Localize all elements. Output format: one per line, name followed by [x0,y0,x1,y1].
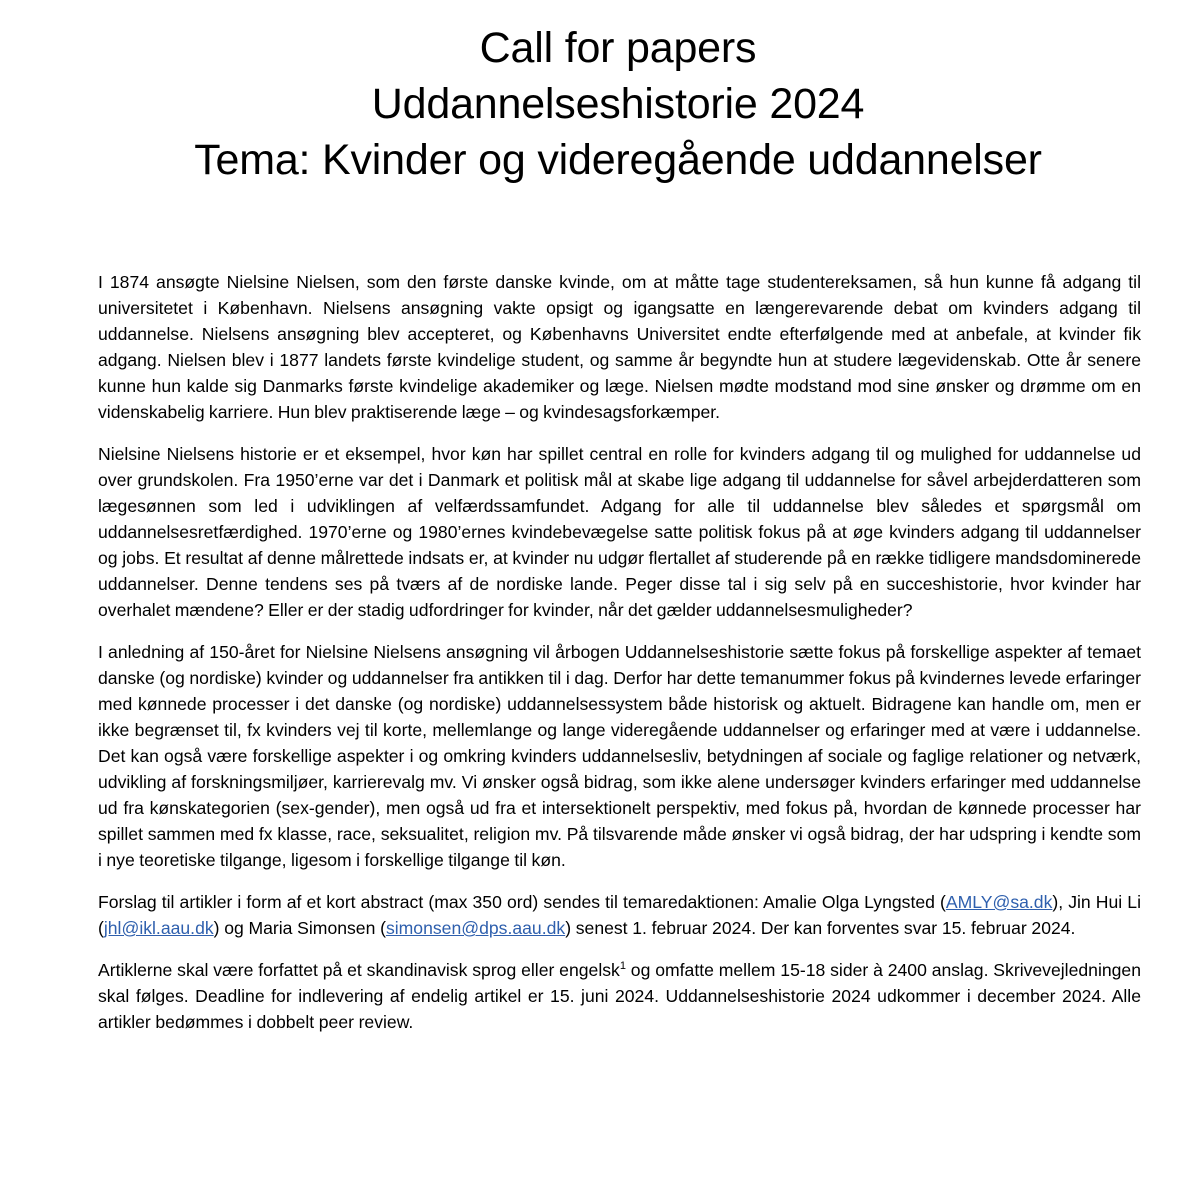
paragraph-history: I 1874 ansøgte Nielsine Nielsen, som den første danske kvinde, om at måtte tage studentereksamen, så hun kunne få adgang til universitetet i København. Nielsens ansøgning vakte opsigt og igangsatte en længerevarende debat om kvinders adgang til uddannelse. Nielsens ansøgning blev accepteret, og Københavns Universitet endte efterfølgende med at anbefale, at kvinder fik adgang. Nielsen blev i 1877 landets første kvindelige student, og samme år begyndte hun at studere lægevidenskab. Otte år senere kunne hun kalde sig Danmarks første kvindelige akademiker og læge. Nielsen mødte modstand mod sine ønsker og drømme om en videnskabelig karriere. Hun blev praktiserende læge – og kvindesagsforkæmper. [98,272,1141,422]
document-title [0,20,1200,188]
paragraph-context: Nielsine Nielsens historie er et eksempel, hvor køn har spillet central en rolle for kvinders adgang til og mulighed for uddannelse ud over grundskolen. Fra 1950’erne var det i Danmark et politisk mål at skabe lige adgang til uddannelse for såvel arbejderdatteren som lægesønnen som led i udviklingen af velfærdssamfundet. Adgang for alle til uddannelse blev således et spørgsmål om uddannelsesretfærdighed. 1970’erne og 1980’ernes kvindebevægelse satte politisk fokus på at øge kvinders adgang til uddannelser og jobs. Et resultat af denne målrettede indsats er, at kvinder nu udgør flertallet af studerende på en række tidligere mandsdominerede uddannelser. Denne tendens ses på tværs af de nordiske lande. Peger disse tal i sig selv på en succeshistorie, hvor kvinder har overhalet mændene? Eller er der stadig udfordringer for kvinder, når det gælder uddannelsesmuligheder? [98,444,1141,620]
email-link-amly[interactable]: AMLY@sa.dk [945,892,1053,912]
submission-text-3: ) og Maria Simonsen ( [213,918,386,938]
requirements-text-1: Artiklerne skal være forfattet på et skandinavisk sprog eller engelsk [98,960,620,980]
requirements-text-2: og omfatte mellem 15-18 sider à 2400 anslag. Skrivevejledningen skal følges. Deadline for indlevering af endelig artikel er 15. juni 2024. Uddannelseshistorie 2024 udkommer i december 2024. Alle artikler bedømmes i dobbelt peer review. [98,960,1141,1032]
submission-text-2: ), Jin Hui Li ( [98,892,1141,938]
title-line-1: Call for papers [479,24,757,72]
title-line-3: Tema: Kvinder og videregående uddannelser [194,136,1042,184]
email-link-simonsen[interactable]: simonsen@dps.aau.dk [385,918,566,938]
paragraph-requirements [98,957,1141,1035]
paragraph-submission [98,889,1141,941]
title-line-2: Uddannelseshistorie 2024 [371,80,865,128]
email-link-jhl[interactable]: jhl@ikl.aau.dk [103,918,214,938]
submission-text-1: Forslag til artikler i form af et kort abstract (max 350 ord) sendes til temaredaktionen: Amalie Olga Lyngsted ( [98,892,946,912]
submission-text-4: ) senest 1. februar 2024. Der kan forventes svar 15. februar 2024. [565,918,1076,938]
document-body [98,269,1141,1051]
footnote-marker: 1 [619,960,626,973]
paragraph-theme: I anledning af 150-året for Nielsine Nielsens ansøgning vil årbogen Uddannelseshistorie sætte fokus på forskellige aspekter af temaet danske (og nordiske) kvinder og uddannelser fra antikken til i dag. Derfor har dette temanummer fokus på kvindernes levede erfaringer med kønnede processer i det danske (og nordiske) uddannelsessystem både historisk og aktuelt. Bidragene kan handle om, men er ikke begrænset til, fx kvinders vej til korte, mellemlange og lange videregående uddannelser og erfaringer med at være i uddannelse. Det kan også være forskellige aspekter i og omkring kvinders uddannelsesliv, betydningen af sociale og faglige relationer og netværk, udvikling af forskningsmiljøer, karrierevalg mv. Vi ønsker også bidrag, som ikke alene undersøger kvinders erfaringer med uddannelse ud fra kønskategorien (sex-gender), men også ud fra et intersektionelt perspektiv, med fokus på, hvordan de kønnede processer har spillet sammen med fx klasse, race, seksualitet, religion mv. På tilsvarende måde ønsker vi også bidrag, der har udspring i kendte som i nye teoretiske tilgange, ligesom i forskellige tilgange til køn. [98,642,1141,870]
